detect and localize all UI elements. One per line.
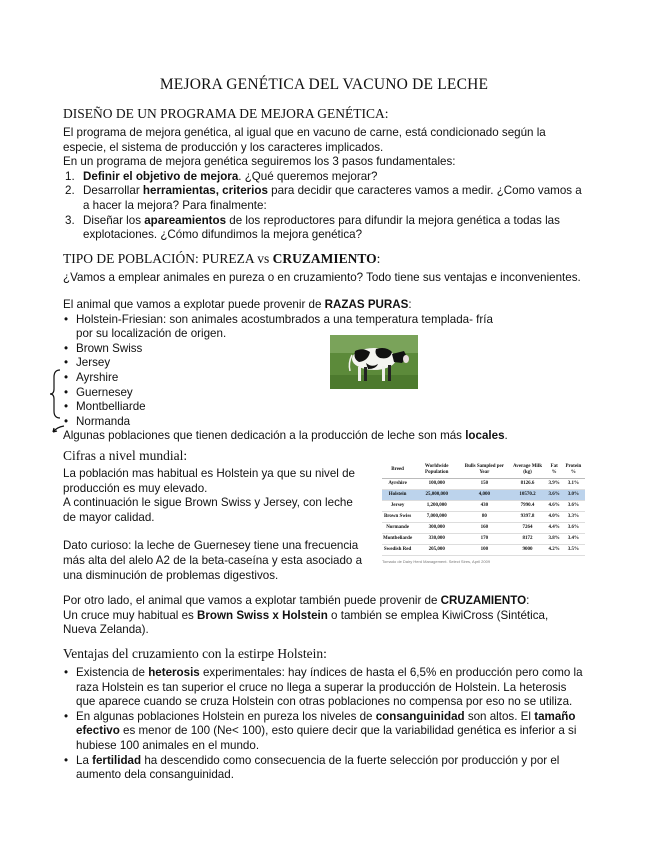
table-cell: 8126.6 <box>508 479 546 490</box>
table-header-row <box>382 462 585 479</box>
column-header: Fat % <box>547 462 562 479</box>
table-cell: 1,200,000 <box>413 501 460 512</box>
table-cell: 430 <box>460 501 508 512</box>
advantages-body <box>63 666 583 783</box>
table-cell: Ayrshire <box>382 479 413 490</box>
table-cell: 3.6% <box>547 490 562 501</box>
pure-breeds-intro: El animal que vamos a explotar puede provenir de RAZAS PURAS: <box>63 298 412 311</box>
table-cell: 3.6% <box>562 523 585 534</box>
brace-icon <box>49 369 63 419</box>
holstein-cow-image <box>330 335 418 389</box>
breed-item: • Montbelliarde <box>64 400 146 414</box>
arrow-icon <box>51 423 65 437</box>
table-cell: 9397.8 <box>508 512 546 523</box>
section-design-body <box>63 126 583 243</box>
table-cell: 3.0% <box>562 490 585 501</box>
breed-item: • Ayrshire <box>64 370 119 384</box>
table-cell: Normande <box>382 523 413 534</box>
table-cell: 3.5% <box>562 545 585 556</box>
table-cell: 3.4% <box>562 534 585 545</box>
column-header: Protein % <box>562 462 585 479</box>
breed-item: • Brown Swiss <box>64 341 143 355</box>
section-heading-design: DISEÑO DE UN PROGRAMA DE MEJORA GENÉTICA: <box>63 106 389 121</box>
table-cell: 3.1% <box>562 479 585 490</box>
crossbreeding-body <box>63 594 583 638</box>
table-cell: Montbeliarde <box>382 534 413 545</box>
step-item: 2. Desarrollar herramientas, criterios para decidir que caracteres vamos a medir. ¿Como vamos a a hacer la mejora? Para finalmente: <box>65 184 582 212</box>
page-title: MEJORA GENÉTICA DEL VACUNO DE LECHE <box>159 76 489 93</box>
table-cell: 100,000 <box>413 479 460 490</box>
crossbreeding-example: Un cruce muy habitual es Brown Swiss x Holstein o también se emplea KiwiCross (Sintética, Nueva Zelanda). <box>63 608 549 637</box>
table-row <box>382 545 585 556</box>
column-header: Average Milk (kg) <box>508 462 546 479</box>
world-figures-body <box>63 467 368 583</box>
section-heading-population: TIPO DE POBLACIÓN: PUREZA vs CRUZAMIENTO: <box>63 251 381 266</box>
breed-item: • Jersey <box>64 356 111 370</box>
table-cell: 3.6% <box>562 501 585 512</box>
table-cell: 3.3% <box>562 512 585 523</box>
table-cell: 4.2% <box>547 545 562 556</box>
section-heading-advantages: Ventajas del cruzamiento con la estirpe Holstein: <box>63 646 327 661</box>
table-cell: 4.4% <box>547 523 562 534</box>
table-cell: 300,000 <box>413 523 460 534</box>
table-cell: 8172 <box>508 534 546 545</box>
table-cell: Swedish Red <box>382 545 413 556</box>
advantages-list <box>63 666 583 783</box>
table-cell: 160 <box>460 523 508 534</box>
world-p2: A continuación le sigue Brown Swiss y Jersey, con leche de mayor calidad. <box>63 496 353 524</box>
table-cell: 4.6% <box>547 501 562 512</box>
steps-list <box>63 170 583 243</box>
table-cell: 4.0% <box>547 512 562 523</box>
local-populations-note: Algunas poblaciones que tienen dedicación a la producción de leche son más locales. <box>63 429 508 443</box>
breed-item: • Holstein-Friesian: son animales acostumbrados a una temperatura templada- fría por su localización de origen. <box>64 312 493 341</box>
crossbreeding-intro: Por otro lado, el animal que vamos a explotar también puede provenir de CRUZAMIENTO: <box>63 594 530 607</box>
table-row <box>382 534 585 545</box>
table-cell: Brown Swiss <box>382 512 413 523</box>
breed-item: • Guernesey <box>64 385 133 399</box>
table-cell: 3.8% <box>547 534 562 545</box>
column-header: Bulls Sampled per Year <box>460 462 508 479</box>
table-cell: 330,000 <box>413 534 460 545</box>
population-body <box>63 298 583 444</box>
table-cell: 3.9% <box>547 479 562 490</box>
world-p3: Dato curioso: la leche de Guernesey tiene una frecuencia más alta del alelo A2 de la beta-caseína y esta asociado a una disminución de problemas digestivos. <box>63 539 363 582</box>
column-header: Breed <box>382 462 413 479</box>
table-cell: 9000 <box>508 545 546 556</box>
table-cell: 7990.4 <box>508 501 546 512</box>
table-cell: 150 <box>460 479 508 490</box>
table-cell: 100 <box>460 545 508 556</box>
breed-list <box>63 313 583 430</box>
table-cell: 4,000 <box>460 490 508 501</box>
table-cell: 80 <box>460 512 508 523</box>
table-row <box>382 501 585 512</box>
breed-statistics-table <box>382 462 585 564</box>
advantage-item: • Existencia de heterosis experimentales: hay índices de hasta el 6,5% en producción pero como la raza Holstein es tan superior el cruce no llega a superar la producción de Holstein. La heterosis que aparece cuando se cruza Holstein con otras poblaciones no compensa por eso no se utiliza. <box>64 666 583 709</box>
population-question: ¿Vamos a emplear animales en pureza o en cruzamiento? Todo tiene sus ventajas e inconvenientes. <box>63 271 581 284</box>
table-cell: 10570.2 <box>508 490 546 501</box>
section-heading-world-figures: Cifras a nivel mundial: <box>63 448 188 463</box>
column-header: Worldwide Population <box>413 462 460 479</box>
world-p1: La población mas habitual es Holstein ya que su nivel de producción es muy elevado. <box>63 467 355 495</box>
table-cell: 205,000 <box>413 545 460 556</box>
table-cell: 7264 <box>508 523 546 534</box>
design-intro-1: El programa de mejora genética, al igual que en vacuno de carne, está condicionado según la especie, el sistema de producción y los caracteres implicados. <box>63 126 546 154</box>
design-intro-2: En un programa de mejora genética seguiremos los 3 pasos fundamentales: <box>63 155 456 169</box>
table-row <box>382 512 585 523</box>
table-row <box>382 479 585 490</box>
step-item: 3. Diseñar los apareamientos de los reproductores para difundir la mejora genética a todas las explotaciones. ¿Cómo difundimos la mejora genética? <box>65 213 560 242</box>
advantage-item: • La fertilidad ha descendido como consecuencia de la fuerte selección por producción y por el aumento dela consanguinidad. <box>64 753 560 782</box>
table-cell: Jersey <box>382 501 413 512</box>
table-cell: 25,000,000 <box>413 490 460 501</box>
table-row <box>382 523 585 534</box>
table-cell: 170 <box>460 534 508 545</box>
table-cell: 7,000,000 <box>413 512 460 523</box>
table-cell: Holstein <box>382 490 413 501</box>
table-row <box>382 490 585 501</box>
advantage-item: • En algunas poblaciones Holstein en pureza los niveles de consanguinidad son altos. El tamaño efectivo es menor de 100 (Ne< 100), esto quiere decir que la variabilidad genética es inferior a si hubiese 100 animales en el mundo. <box>64 709 577 752</box>
breed-item: • Normanda <box>64 414 131 428</box>
table-source-caption: Tomado de Dairy Herd Management. Select Sires, April 2009 <box>382 559 491 564</box>
step-item: 1. Definir el objetivo de mejora. ¿Qué queremos mejorar? <box>65 169 378 183</box>
